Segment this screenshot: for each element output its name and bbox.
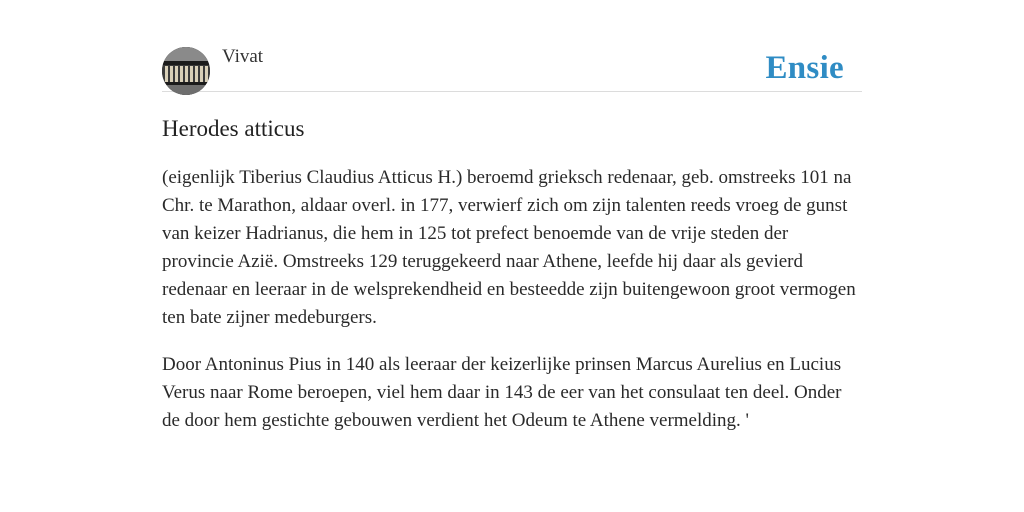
source-name[interactable]: Vivat (222, 46, 264, 67)
paragraph: Door Antoninus Pius in 140 als leeraar der keizerlijke prinsen Marcus Aurelius en Lucius Verus naar Rome beroepen, viel hem daar in 143 de eer van het consulaat ten deel. Onder de door hem gestichte gebouwen verdient het Odeum te Athene vermelding. ' (162, 354, 842, 431)
source-avatar[interactable] (162, 47, 210, 95)
paragraph: (eigenlijk Tiberius Claudius Atticus H.) beroemd grieksch redenaar, geb. omstreeks 101 na Chr. te Marathon, aldaar overl. in 177, verwierf zich om zijn talenten reeds vroeg de gunst van keizer Hadrianus, die hem in 125 tot prefect benoemde van de vrije steden der provincie Azië. Omstreeks 129 teruggekeerd naar Athene, leefde hij daar als gevierd redenaar en leeraar in de welsprekendheid en besteedde zijn buitengewoon groot vermogen ten bate zijner medeburgers. (162, 167, 856, 328)
article-title: Herodes atticus (162, 116, 305, 141)
bookshelf-icon (162, 47, 210, 95)
article-body (162, 164, 862, 435)
article-header (162, 44, 862, 92)
brand-logo[interactable]: Ensie (765, 50, 844, 86)
article-card (162, 44, 862, 454)
